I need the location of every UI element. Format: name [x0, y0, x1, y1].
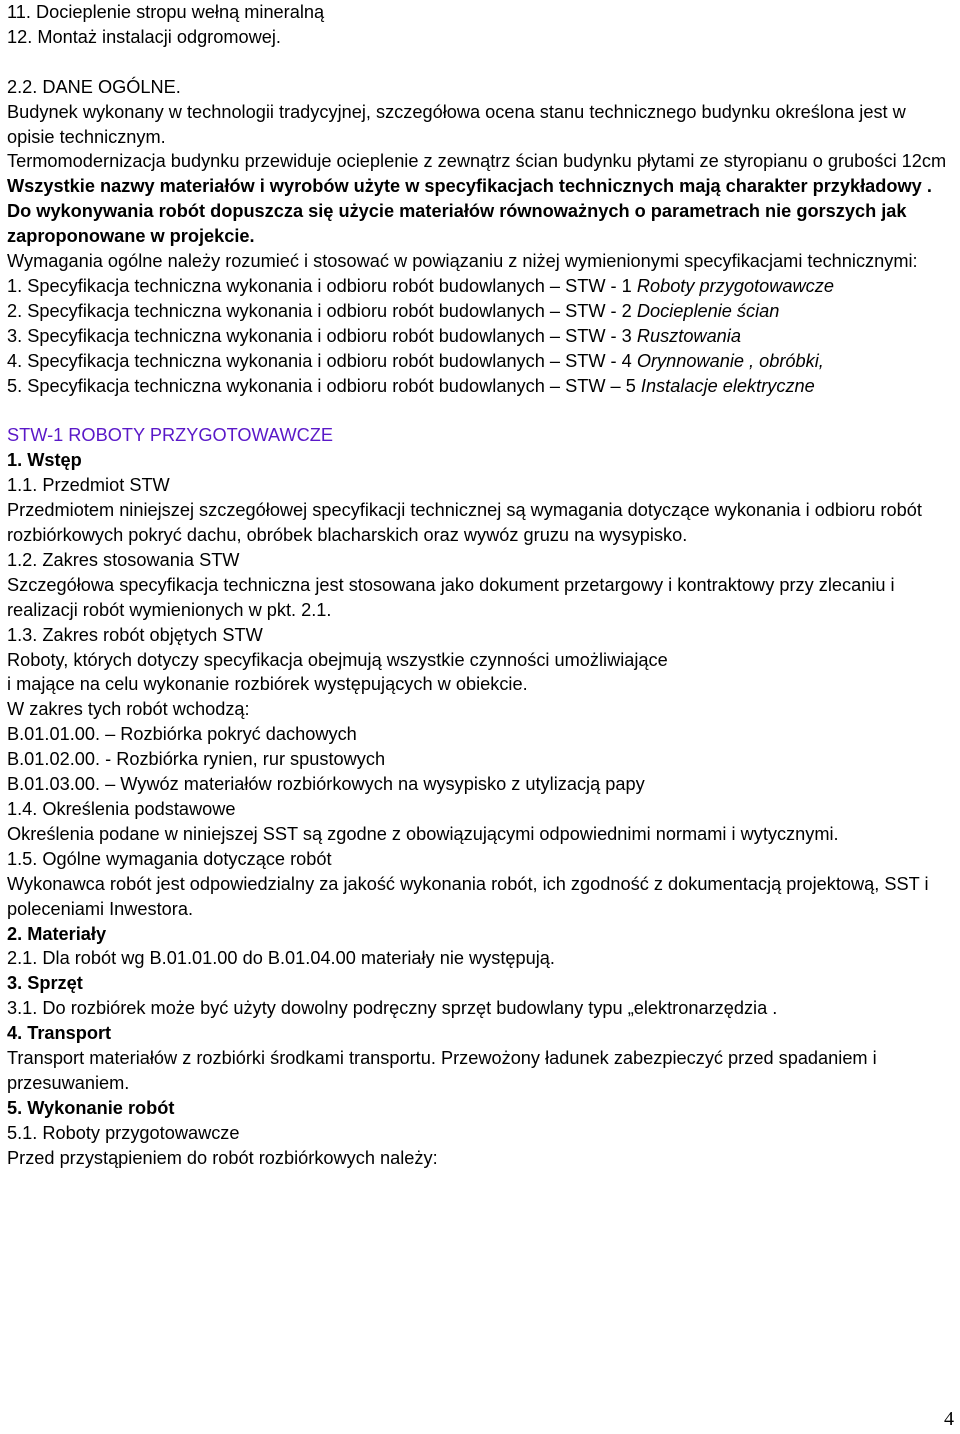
- section-4-heading: 4. Transport: [7, 1023, 112, 1044]
- section-2-heading: 2. Materiały: [7, 923, 107, 944]
- spec-item-text: 4. Specyfikacja techniczna wykonania i odbioru robót budowlanych – STW - 4: [7, 350, 637, 371]
- list-item-11: 11. Docieplenie stropu wełną mineralną: [7, 2, 325, 22]
- spec-item-5: [7, 374, 955, 399]
- spec-item-title: Docieplenie ścian: [636, 300, 780, 321]
- section-1-1-text: Przedmiotem niniejszej szczegółowej specyfikacji technicznej są wymagania dotyczące wykonania i odbioru robót rozbiórkowych pokryć dachu, obróbek blacharskich oraz wywóz gruzu na wysypisko.: [7, 500, 922, 545]
- section-heading-dane: 2.2. DANE OGÓLNE.: [7, 76, 181, 97]
- page-number: 4: [944, 1408, 954, 1430]
- work-item-b010200: B.01.02.00. - Rozbiórka rynien, rur spustowych: [7, 749, 386, 770]
- work-item-b010100: B.01.01.00. – Rozbiórka pokryć dachowych: [7, 724, 357, 745]
- section-1-4-text: Określenia podane w niniejszej SST są zgodne z obowiązującymi odpowiednimi normami i wytycznymi.: [7, 823, 839, 844]
- work-item-b010300: B.01.03.00. – Wywóz materiałów rozbiórkowych na wysypisko z utylizacją papy: [7, 774, 645, 795]
- section-5-1-heading: 5.1. Roboty przygotowawcze: [7, 1122, 240, 1143]
- paragraph-building: Budynek wykonany w technologii tradycyjnej, szczegółowa ocena stanu technicznego budynku określona jest w opisie technicznym.: [7, 101, 906, 147]
- spec-item-3: [7, 324, 955, 349]
- section-1-1-heading: 1.1. Przedmiot STW: [7, 475, 170, 496]
- section-1-4-heading: 1.4. Określenia podstawowe: [7, 798, 236, 819]
- section-3-heading: 3. Sprzęt: [7, 973, 83, 994]
- section-5-heading: 5. Wykonanie robót: [7, 1097, 175, 1118]
- list-item-12: 12. Montaż instalacji odgromowej.: [7, 26, 281, 47]
- section-1-2-text: Szczegółowa specyfikacja techniczna jest stosowana jako dokument przetargowy i kontraktowy przy zlecaniu i realizacji robót wymienionych w pkt. 2.1.: [7, 574, 895, 620]
- spec-item-title: Roboty przygotowawcze: [636, 275, 834, 296]
- spec-item-1: [7, 274, 955, 299]
- section-2-1-text: 2.1. Dla robót wg B.01.01.00 do B.01.04.00 materiały nie występują.: [7, 948, 555, 969]
- spacer: [7, 398, 955, 423]
- section-1-heading: 1. Wstęp: [7, 450, 82, 471]
- spec-item-text: 5. Specyfikacja techniczna wykonania i odbioru robót budowlanych – STW – 5: [7, 375, 641, 396]
- spec-item-title: Rusztowania: [636, 325, 741, 346]
- section-1-3-heading: 1.3. Zakres robót objętych STW: [7, 624, 263, 645]
- section-1-5-text: Wykonawca robót jest odpowiedzialny za jakość wykonania robót, ich zgodność z dokumentacją projektową, SST i poleceniami Inwestora.: [7, 873, 929, 919]
- paragraph-materials-note: Wszystkie nazwy materiałów i wyrobów użyte w specyfikacjach technicznych mają charakter przykładowy . Do wykonywania robót dopuszcza się użycie materiałów równoważnych o parametrach nie gorszych jak zaproponowane w projekcie.: [7, 176, 932, 247]
- spec-item-text: 3. Specyfikacja techniczna wykonania i odbioru robót budowlanych – STW - 3: [7, 325, 637, 346]
- stw1-heading: STW-1 ROBOTY PRZYGOTOWAWCZE: [7, 425, 334, 446]
- section-1-5-heading: 1.5. Ogólne wymagania dotyczące robót: [7, 848, 332, 869]
- spec-item-text: 1. Specyfikacja techniczna wykonania i odbioru robót budowlanych – STW - 1: [7, 275, 637, 296]
- section-1-2-heading: 1.2. Zakres stosowania STW: [7, 549, 240, 570]
- paragraph-requirements: Wymagania ogólne należy rozumieć i stosować w powiązaniu z niżej wymienionymi specyfikacjami technicznymi:: [7, 251, 918, 272]
- spec-item-text: 2. Specyfikacja techniczna wykonania i odbioru robót budowlanych – STW - 2: [7, 300, 637, 321]
- section-5-1-text: Przed przystąpieniem do robót rozbiórkowych należy:: [7, 1147, 438, 1168]
- spec-item-2: [7, 299, 955, 324]
- section-1-3-line-2: i mające na celu wykonanie rozbiórek występujących w obiekcie.: [7, 674, 528, 695]
- spec-list: [7, 274, 955, 399]
- paragraph-thermo: Termomodernizacja budynku przewiduje ocieplenie z zewnątrz ścian budynku płytami ze styropianu o grubości 12cm: [7, 151, 947, 172]
- section-3-1-text: 3.1. Do rozbiórek może być użyty dowolny podręczny sprzęt budowlany typu „elektronarzędzia .: [7, 998, 778, 1019]
- document-page: [7, 0, 955, 1171]
- spec-item-title: Instalacje elektryczne: [640, 375, 815, 396]
- section-1-3-line-1: Roboty, których dotyczy specyfikacja obejmują wszystkie czynności umożliwiające: [7, 649, 668, 670]
- spec-item-title: Orynnowanie , obróbki,: [636, 350, 824, 371]
- spec-item-4: [7, 349, 955, 374]
- spacer: [7, 50, 955, 75]
- section-4-text: Transport materiałów z rozbiórki środkami transportu. Przewożony ładunek zabezpieczyć przed spadaniem i przesuwaniem.: [7, 1048, 877, 1093]
- section-1-3-line-3: W zakres tych robót wchodzą:: [7, 699, 250, 720]
